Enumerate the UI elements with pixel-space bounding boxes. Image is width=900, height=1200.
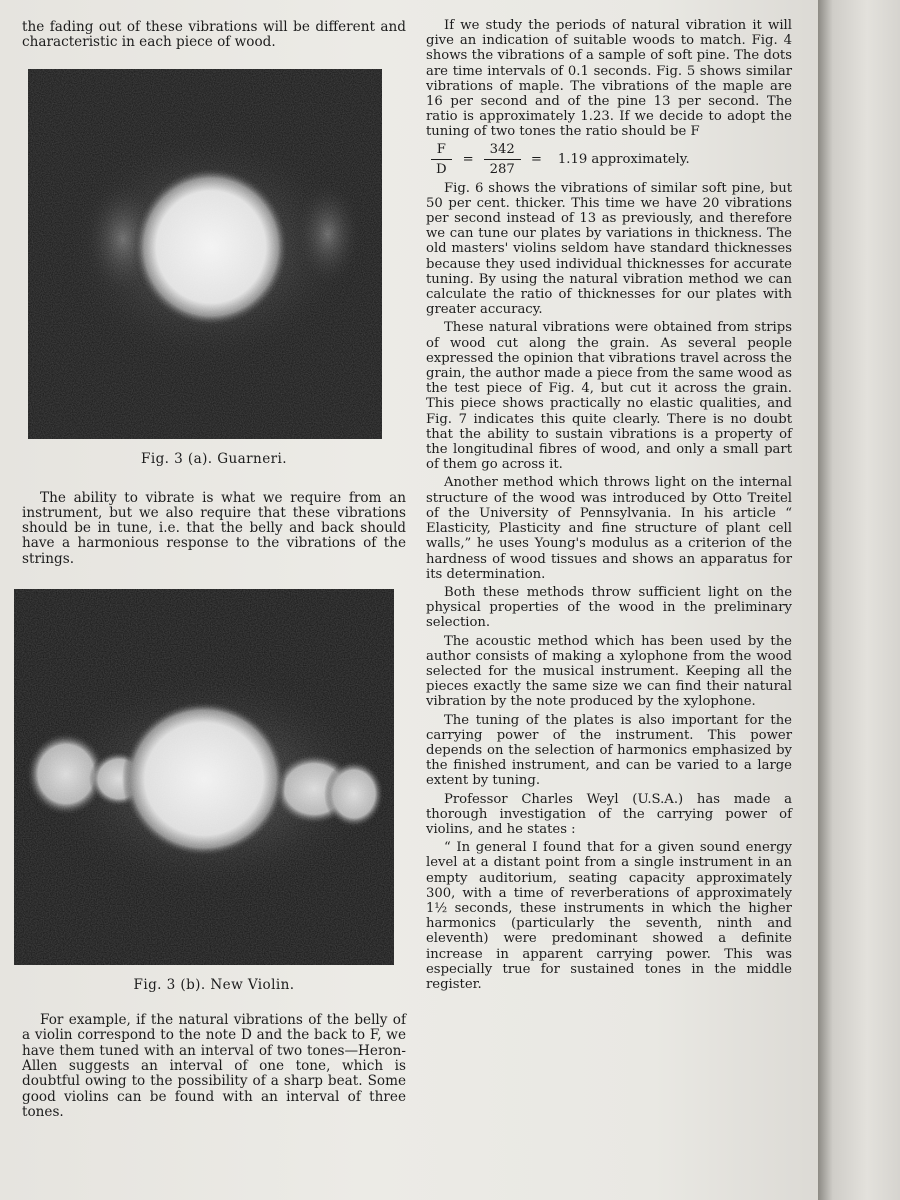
ability-paragraph: The ability to vibrate is what we require from an instrument, but we also require that these vibrations should be in tune, i.e. that the belly and back should have a harmonious response to the vibrations of the strings.: [22, 489, 406, 567]
weyl-quote-paragraph: “ In general I found that for a given sound energy level at a distant point from a single instrument in an empty auditorium, seating capacity approximately 300, with a time of reverberations of approximately 1½ seconds, these instruments in which the higher harmonics (particularly the seventh, ninth and eleventh) were predominant showed a definite increase in apparent carrying power. This was especially true for sustained tones in the middle register.: [426, 840, 792, 992]
tuning-paragraph: The tuning of the plates is also important for the carrying power of the instrument. This power depends on the selection of harmonics emphasized by the finished instrument, and can be varied to a large extent by tuning.: [426, 712, 792, 789]
equals-sign-2: =: [530, 151, 542, 167]
figure-3b-caption: Fig. 3 (b). New Violin.: [133, 977, 295, 994]
figure-3b-photo: [14, 589, 394, 965]
ratio-lhs: [430, 142, 453, 177]
adjacent-page-edge: [818, 0, 900, 1200]
left-column: [22, 20, 406, 1120]
figure-3a-caption: Fig. 3 (a). Guarneri.: [140, 450, 288, 467]
ratio-rhs-numerator: 342: [484, 142, 521, 160]
fig6-paragraph: Fig. 6 shows the vibrations of similar soft pine, but 50 per cent. thicker. This time we have 20 vibrations per second instead of 13 as previously, and therefore we can tune our plates by variations in thickness. The old masters' violins seldom have standard thicknesses because they used individual thicknesses for accurate tuning. By using the natural vibration method we can calculate the ratio of thicknesses for our plates with greater accuracy.: [426, 180, 792, 318]
guarneri-vibration-image: [28, 69, 382, 439]
acoustic-paragraph: The acoustic method which has been used by the author consists of making a xylophone from the wood selected for the musical instrument. Keeping all the pieces exactly the same size we can find their natural vibration by the note produced by the xylophone.: [426, 633, 792, 710]
intro-paragraph: the fading out of these vibrations will be different and characteristic in each piece of wood.: [22, 19, 406, 51]
ratio-formula: [426, 142, 792, 177]
ratio-lhs-denominator: D: [436, 161, 447, 177]
grain-paragraph: These natural vibrations were obtained from strips of wood cut along the grain. As several people expressed the opinion that vibrations travel across the grain, the author made a piece from the same wood as the test piece of Fig. 4, but cut it across the grain. This piece shows practically no elastic qualities, and Fig. 7 indicates this quite clearly. There is no doubt that the ability to sustain vibrations is a property of the longitudinal fibres of wood, and only a small part of them go across it.: [426, 320, 792, 473]
both-methods-paragraph: Both these methods throw sufficient light on the physical properties of the wood in the preliminary selection.: [426, 584, 792, 631]
new-violin-vibration-image: [14, 589, 394, 965]
example-paragraph: For example, if the natural vibrations of the belly of a violin correspond to the note D and the back to F, we have them tuned with an interval of two tones—Heron-Allen suggests an interval of one tone, which is doubtful owing to the possibility of a sharp beat. Some good violins can be found with an interval of three tones.: [22, 1012, 406, 1120]
figure-3a-photo: [28, 69, 382, 439]
ratio-rhs-denominator: 287: [489, 161, 515, 177]
weyl-paragraph: Professor Charles Weyl (U.S.A.) has made a thorough investigation of the carrying power of violins, and he states :: [426, 791, 792, 837]
ratio-result: 1.19 approximately.: [557, 151, 690, 167]
treitel-paragraph: Another method which throws light on the internal structure of the wood was introduced by Otto Treitel of the University of Pennsylvania. In his article “ Elasticity, Plasticity and fine structure of plant cell walls,” he uses Young's modulus as a criterion of the hardness of wood tissues and shows an apparatus for its determination.: [426, 475, 792, 582]
ratio-rhs: [484, 142, 521, 177]
equals-sign: =: [462, 151, 474, 167]
right-column: [426, 18, 792, 992]
periods-paragraph: If we study the periods of natural vibration it will give an indication of suitable woods to match. Fig. 4 shows the vibrations of a sample of soft pine. The dots are time intervals of 0.1 seconds. Fig. 5 shows similar vibrations of maple. The vibrations of the maple are 16 per second and of the pine 13 per second. The ratio is approximately 1.23. If we decide to adopt the tuning of two tones the ratio should be F: [426, 18, 792, 140]
ratio-lhs-numerator: F: [431, 142, 452, 160]
